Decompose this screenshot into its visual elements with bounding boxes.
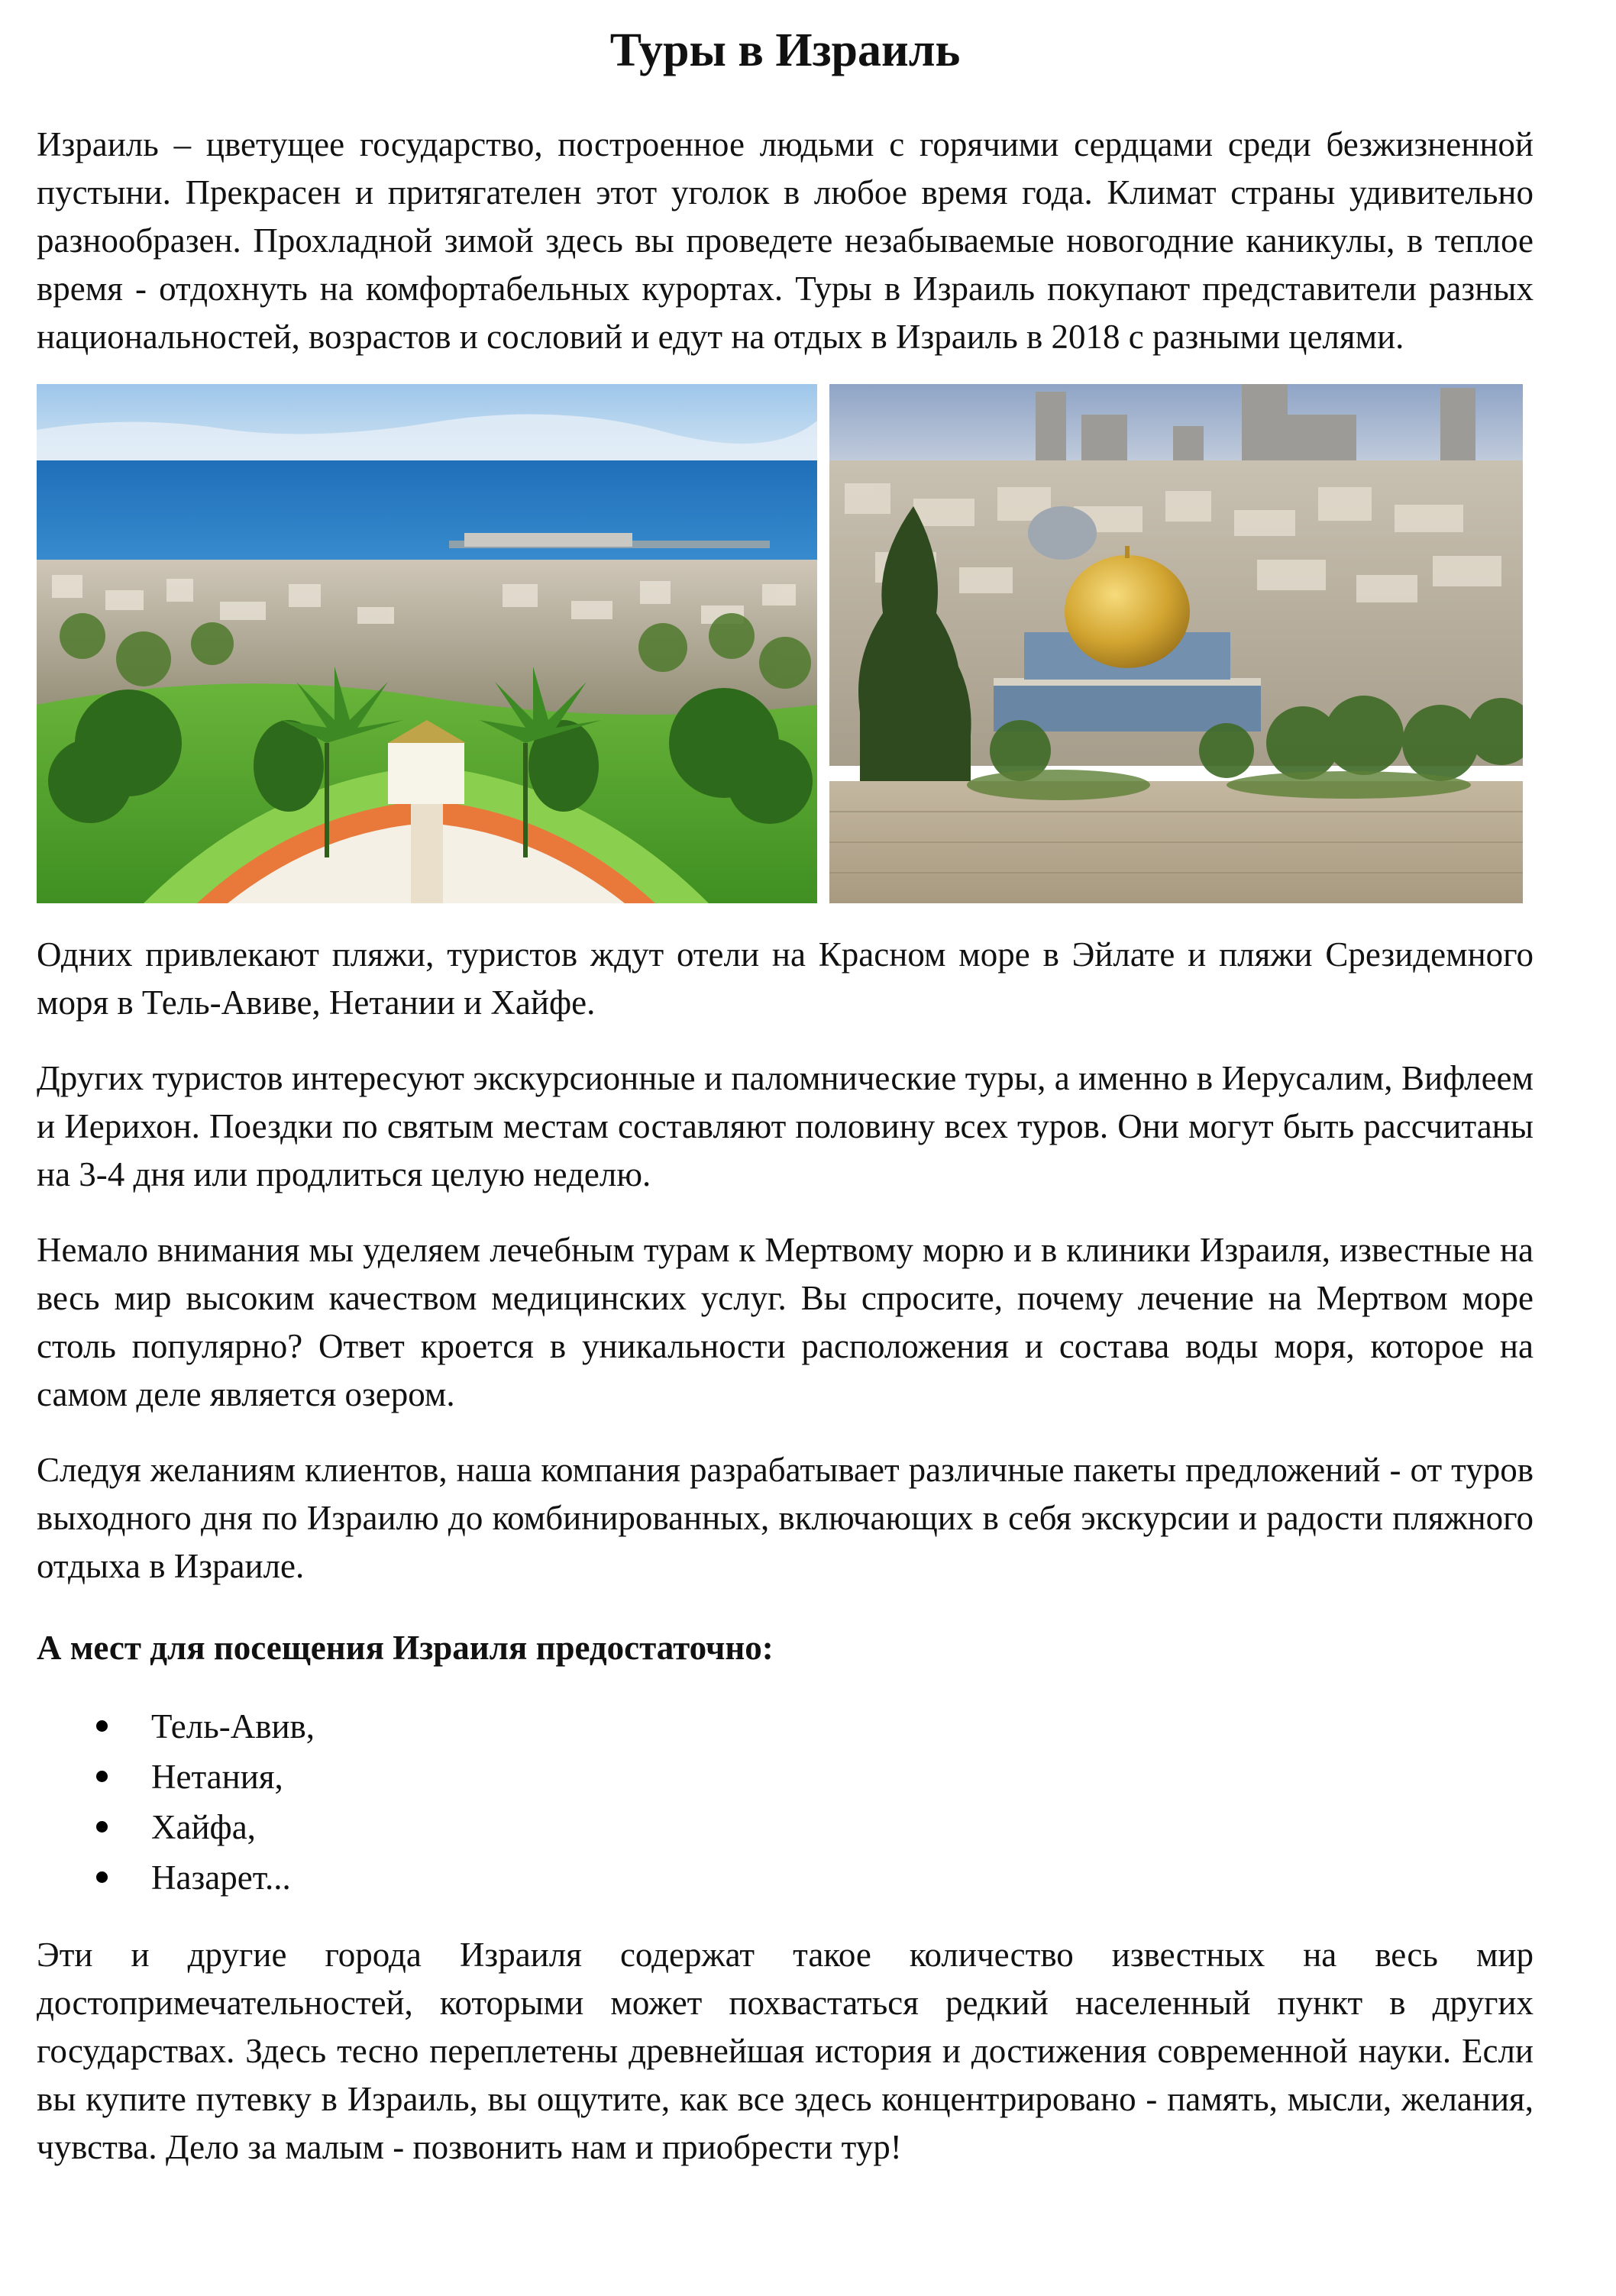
list-item-label: Тель-Авив, xyxy=(151,1707,315,1745)
list-item-label: Хайфа, xyxy=(151,1808,256,1846)
beaches-paragraph: Одних привлекают пляжи, туристов ждут отели на Красном море в Эйлате и пляжи Срезидемного моря в Тель-Авиве, Нетании и Хайфе. xyxy=(37,935,1534,1022)
photo-row xyxy=(37,384,1534,903)
document-page xyxy=(37,0,1534,2172)
list-item xyxy=(37,1854,1534,1902)
excursions-paragraph: Других туристов интересуют экскурсионные и паломнические туры, а именно в Иерусалим, Вифлеем и Иерихон. Поездки по святым местам составляют половину всех туров. Они могут быть рассчитаны на 3-4 дня или продлиться целую неделю. xyxy=(37,1059,1534,1193)
list-item xyxy=(37,1804,1534,1852)
bullet-icon xyxy=(96,1771,108,1782)
list-item-label: Нетания, xyxy=(151,1758,283,1796)
places-heading: А мест для посещения Израиля предостаточно: xyxy=(37,1629,774,1667)
bullet-icon xyxy=(96,1720,108,1732)
medical-tours-paragraph: Немало внимания мы уделяем лечебным турам к Мертвому морю и в клиники Израиля, известные на весь мир высоким качеством медицинских услуг. Вы спросите, почему лечение на Мертвом море столь популярно? Ответ кроется в уникальности расположения и состава воды моря, которое на самом деле является озером. xyxy=(37,1231,1534,1413)
list-item xyxy=(37,1753,1534,1801)
bullet-icon xyxy=(96,1821,108,1833)
list-item xyxy=(37,1703,1534,1751)
list-item-label: Назарет... xyxy=(151,1858,291,1897)
bullet-icon xyxy=(96,1871,108,1883)
packages-paragraph: Следуя желаниям клиентов, наша компания разрабатывает различные пакеты предложений - от туров выходного дня по Израилю до комбинированных, включающих в себя экскурсии и радости пляжного отдыха в Израиле. xyxy=(37,1451,1534,1585)
haifa-gardens-photo xyxy=(37,384,817,903)
page-title: Туры в Израиль xyxy=(609,24,961,76)
places-list xyxy=(37,1703,1534,1902)
intro-paragraph: Израиль – цветущее государство, построенное людьми с горячими сердцами среди безжизненной пустыни. Прекрасен и притягателен этот уголок в любое время года. Климат страны удивительно разнообразен. Прохладной зимой здесь вы проведете незабываемые новогодние каникулы, в теплое время - отдохнуть на комфортабельных курортах. Туры в Израиль покупают представители разных национальностей, возрастов и сословий и едут на отдых в Израиль в 2018 с разными целями. xyxy=(37,125,1534,356)
closing-paragraph: Эти и другие города Израиля содержат такое количество известных на весь мир достопримечательностей, которыми может похвастаться редкий населенный пункт в других государствах. Здесь тесно переплетены древнейшая история и достижения современной науки. Если вы купите путевку в Израиль, вы ощутите, как все здесь концентрировано - память, мысли, желания, чувства. Дело за малым - позвонить нам и приобрести тур! xyxy=(37,1936,1534,2166)
jerusalem-dome-photo xyxy=(829,384,1523,903)
